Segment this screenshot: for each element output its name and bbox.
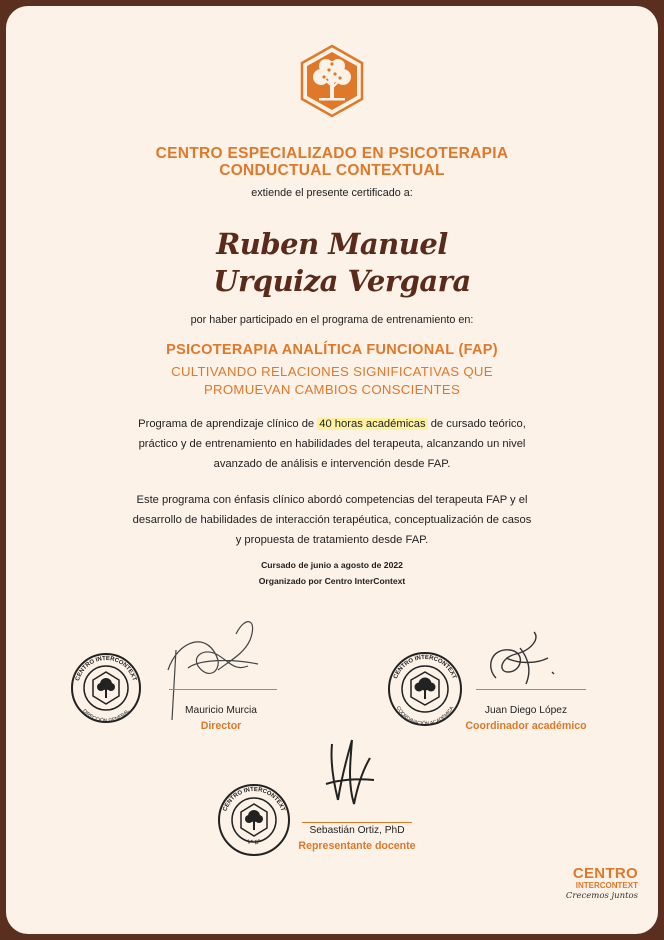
signatory-3-name: Sebastián Ortiz, PhD (309, 825, 405, 836)
seal-direccion-icon (70, 652, 142, 724)
description2-line3: y propuesta de tratamiento desde FAP. (235, 534, 429, 546)
program-title: PSICOTERAPIA ANALÍTICA FUNCIONAL (FAP) (166, 342, 498, 358)
svg-text:CENTRO INTERCONTEXT (222, 787, 285, 813)
program-subtitle-line1: CULTIVANDO RELACIONES SIGNIFICATIVAS QUE (171, 364, 493, 379)
org-name-line2: CONDUCTUAL CONTEXTUAL (219, 162, 445, 179)
svg-text:CENTRO INTERCONTEXT (393, 655, 457, 680)
signatory-3-role: Representante docente (298, 840, 416, 852)
recipient-name-line2: Urquiza Vergara (213, 264, 471, 298)
svg-text:COORDINACIÓN ACADÉMICA (395, 705, 456, 727)
brand-tagline: Crecemos juntos (565, 891, 638, 901)
course-dates: Cursado de junio a agosto de 2022 (261, 560, 403, 570)
brand-logo (566, 866, 638, 902)
description1-post: de cursado teórico, (427, 418, 526, 430)
org-name-line1: CENTRO ESPECIALIZADO EN PSICOTERAPIA (155, 145, 509, 162)
brand-line2: INTERCONTEXT (575, 881, 638, 890)
description2-line1: Este programa con énfasis clínico abordó competencias del terapeuta FAP y el (136, 494, 528, 506)
seal2-bottom-text: COORDINACIÓN ACADÉMICA (394, 705, 456, 727)
signature-ortiz (318, 734, 378, 814)
signature-lopez (476, 628, 566, 698)
description1-pre: Programa de aprendizaje clínico de (138, 418, 318, 430)
signatory-1-role: Director (200, 720, 242, 732)
description1-line2: práctico y de entrenamiento en habilidades del terapeuta, alcanzando un nivel (138, 438, 526, 450)
signatory-1-name: Mauricio Murcia (185, 705, 257, 716)
signature-line-1 (169, 689, 277, 690)
seal1-top-text: CENTRO INTERCONTEXT (74, 655, 137, 682)
seal3-top-text: CENTRO INTERCONTEXT (222, 786, 286, 813)
description1-line1 (6, 414, 658, 434)
highlight-hours: 40 horas académicas (319, 418, 426, 430)
svg-text:Vº Bº (247, 838, 263, 846)
seal3-bottom-text: Vº Bº (246, 839, 262, 847)
signatory-2-role: Coordinador académico (465, 720, 587, 732)
recipient-name-line1: Ruben Manuel (216, 227, 448, 261)
description2-line2: desarrollo de habilidades de interacción terapéutica, conceptualización de casos (132, 514, 532, 526)
organizer: Organizado por Centro InterContext (258, 576, 406, 586)
program-subtitle-line2: PROMUEVAN CAMBIOS CONSCIENTES (203, 382, 461, 397)
seal2-top-text: CENTRO INTERCONTEXT (392, 654, 458, 680)
participation-text: por haber participado en el programa de entrenamiento en: (190, 314, 474, 326)
tree-logo-icon (299, 44, 365, 118)
seal1-bottom-text: DIRECCIÓN GENERAL (81, 708, 131, 724)
seal-coordinacion-icon (387, 651, 463, 727)
brand-line1: CENTRO (572, 865, 638, 882)
certificate (6, 6, 658, 934)
intro-text: extiende el presente certificado a: (251, 187, 413, 199)
signatory-2-name: Juan Diego López (484, 705, 568, 716)
signature-line-2 (476, 689, 586, 690)
signature-line-3 (302, 822, 412, 823)
description1-line3: avanzado de análisis e intervención desde FAP. (213, 458, 451, 470)
